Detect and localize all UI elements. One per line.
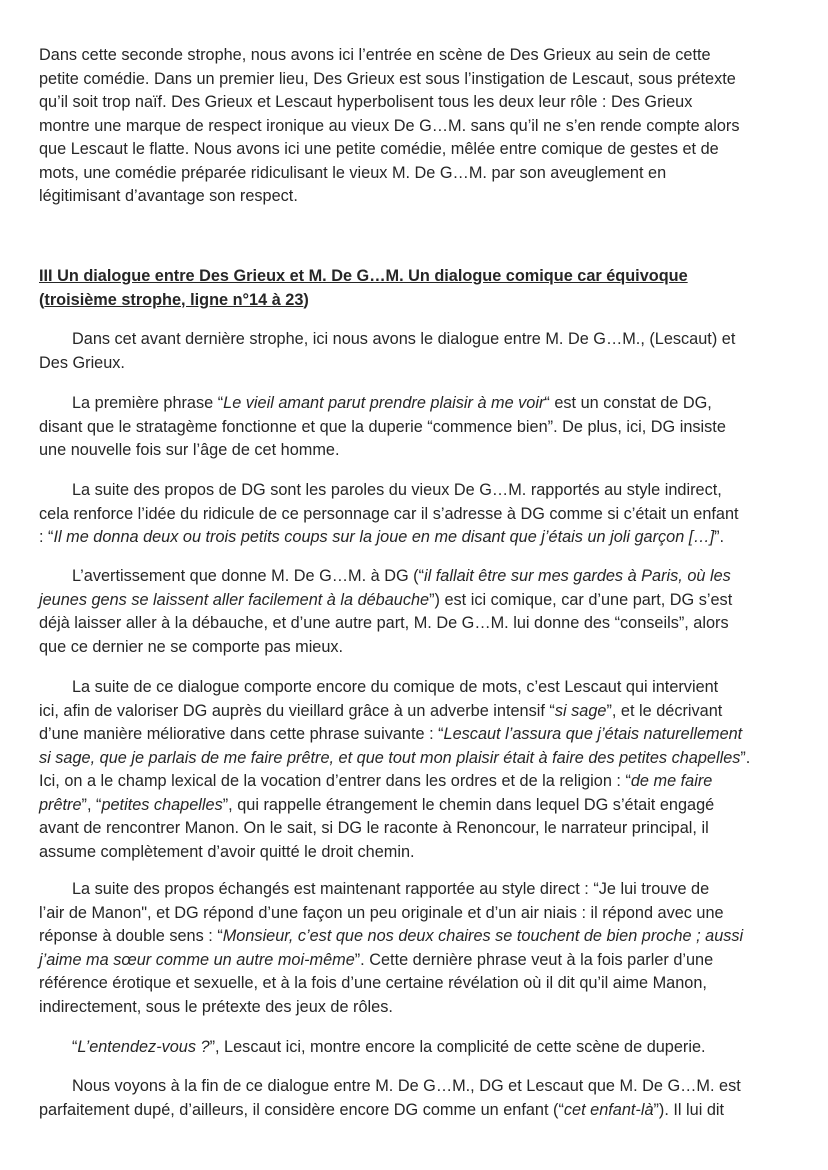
text-span: ”) est ici comique, car d’une part, DG s’est xyxy=(429,590,733,609)
text-line: montre une marque de respect ironique au vieux De G…M. sans qu’il ne s’en rende compte alors xyxy=(39,116,740,135)
quote-text: Il me donna deux ou trois petits coups sur la joue en me disant que j’étais un joli garçon […] xyxy=(53,528,715,546)
text-line: mots, une comédie préparée ridiculisant le vieux M. De G…M. par son aveuglement en xyxy=(39,163,667,182)
section-heading xyxy=(39,265,792,312)
paragraph-6 xyxy=(39,676,792,864)
text-line: Des Grieux. xyxy=(39,353,125,372)
heading-paren-open: ( xyxy=(39,290,45,309)
quote-text: j’aime ma sœur comme un autre moi-même xyxy=(39,950,355,969)
paragraph-8 xyxy=(39,1036,792,1060)
text-span: ”, et le décrivant xyxy=(606,701,723,720)
text-line: l’air de Manon", et DG répond d’une façon un peu originale et d’un air niais : il répond avec une xyxy=(39,903,724,922)
text-line: La suite des propos échangés est maintenant rapportée au style direct : “Je lui trouve de xyxy=(72,880,710,898)
text-line: Dans cette seconde strophe, nous avons ici l’entrée en scène de Des Grieux au sein de cette xyxy=(39,46,711,64)
quote-text: il fallait être sur mes gardes à Paris, où les xyxy=(424,567,731,585)
text-line: indirectement, sous le prétexte des jeux de rôles. xyxy=(39,997,393,1016)
paragraph-7 xyxy=(39,878,792,1019)
text-span: ”, qui rappelle étrangement le chemin dans lequel DG s’était engagé xyxy=(222,795,715,814)
paragraph-3 xyxy=(39,392,792,463)
quote-text: si sage, que je parlais de me faire prêtre, et que tout mon plaisir était à faire des petites chapelles xyxy=(39,748,741,767)
text-line: déjà laisser aller à la débauche, et d’une autre part, M. De G…M. lui donne des “conseils”, alors xyxy=(39,614,729,632)
heading-paren-close: ) xyxy=(303,290,309,309)
text-span: ”, Lescaut ici, montre encore la complicité de cette scène de duperie. xyxy=(209,1038,706,1056)
text-line: légitimisant d’avantage son respect. xyxy=(39,187,298,205)
text-line: disant que le stratagème fonctionne et que la duperie “commence bien”. De plus, ici, DG insiste xyxy=(39,417,726,436)
quote-text: de me faire xyxy=(630,772,713,790)
text-span: réponse à double sens : “ xyxy=(39,927,223,945)
quote-text: jeunes gens se laissent aller facilement à la débauche xyxy=(39,590,430,609)
text-line: une nouvelle fois sur l’âge de cet homme. xyxy=(39,441,340,459)
quote-text: si sage xyxy=(554,701,607,720)
text-line: La suite des propos de DG sont les paroles du vieux De G…M. rapportés au style indirect, xyxy=(72,481,722,499)
paragraph-9 xyxy=(39,1075,792,1122)
text-line: que Lescaut le flatte. Nous avons ici une petite comédie, mêlée entre comique de gestes et de xyxy=(39,140,719,158)
text-span: ”. xyxy=(740,748,751,767)
text-line: référence érotique et sexuelle, et à la fois d’une certaine révélation où il dit qu’il aime Manon, xyxy=(39,974,707,992)
text-line: petite comédie. Dans un premier lieu, Des Grieux est sous l’instigation de Lescaut, sous prétexte xyxy=(39,69,736,88)
text-span: parfaitement dupé, d’ailleurs, il considère encore DG comme un enfant (“ xyxy=(39,1100,564,1119)
text-line: Nous voyons à la fin de ce dialogue entre M. De G…M., DG et Lescaut que M. De G…M. est xyxy=(72,1077,741,1095)
text-span: “ xyxy=(72,1038,78,1056)
text-line: avant de rencontrer Manon. On le sait, si DG le raconte à Renoncour, le narrateur principal, il xyxy=(39,819,709,837)
heading-title: III Un dialogue entre Des Grieux et M. De G…M. Un dialogue comique car équivoque xyxy=(39,267,688,285)
paragraph-2 xyxy=(39,328,792,375)
text-span: ”. xyxy=(714,528,725,546)
quote-text: Lescaut l’assura que j’étais naturellement xyxy=(443,725,743,743)
text-line: qu’il soit trop naïf. Des Grieux et Lescaut hyperbolisent tous les deux leur rôle : Des Grieux xyxy=(39,93,693,111)
quote-text: prêtre xyxy=(39,795,82,814)
quote-text: petites chapelles xyxy=(101,795,223,814)
text-span: La première phrase “ xyxy=(72,394,224,412)
text-span: ”). Il lui dit xyxy=(653,1100,725,1119)
text-span: : “ xyxy=(39,528,54,546)
text-span: d’une manière méliorative dans cette phrase suivante : “ xyxy=(39,725,444,743)
quote-text: Le vieil amant parut prendre plaisir à me voir xyxy=(223,394,545,412)
text-span: ici, afin de valoriser DG auprès du vieillard grâce à un adverbe intensif “ xyxy=(39,701,555,720)
text-line: que ce dernier ne se comporte pas mieux. xyxy=(39,637,344,656)
text-line: cela renforce l’idée du ridicule de ce personnage car il s’adresse à DG comme si c’était un enfant xyxy=(39,504,739,523)
text-span: L’avertissement que donne M. De G…M. à DG (“ xyxy=(72,567,424,585)
text-span: Ici, on a le champ lexical de la vocation d’entrer dans les ordres et de la religion : “ xyxy=(39,772,631,790)
text-line: assume complètement d’avoir quitté le droit chemin. xyxy=(39,842,415,861)
text-span: ”, “ xyxy=(81,795,102,814)
quote-text: cet enfant-là xyxy=(563,1100,654,1119)
text-span: ”. Cette dernière phrase veut à la fois parler d’une xyxy=(354,950,714,969)
text-span: “ est un constat de DG, xyxy=(544,394,712,412)
text-line: Dans cet avant dernière strophe, ici nous avons le dialogue entre M. De G…M., (Lescaut) et xyxy=(72,330,736,348)
quote-text: Monsieur, c’est que nos deux chaires se touchent de bien proche ; aussi xyxy=(222,927,744,945)
text-line: La suite de ce dialogue comporte encore du comique de mots, c’est Lescaut qui intervient xyxy=(72,678,719,696)
heading-subtitle: troisième strophe, ligne n°14 à 23 xyxy=(44,290,304,309)
paragraph-4 xyxy=(39,479,792,550)
quote-text: L’entendez-vous ? xyxy=(77,1038,210,1056)
paragraph-5 xyxy=(39,565,792,659)
paragraph-intro xyxy=(39,44,792,209)
